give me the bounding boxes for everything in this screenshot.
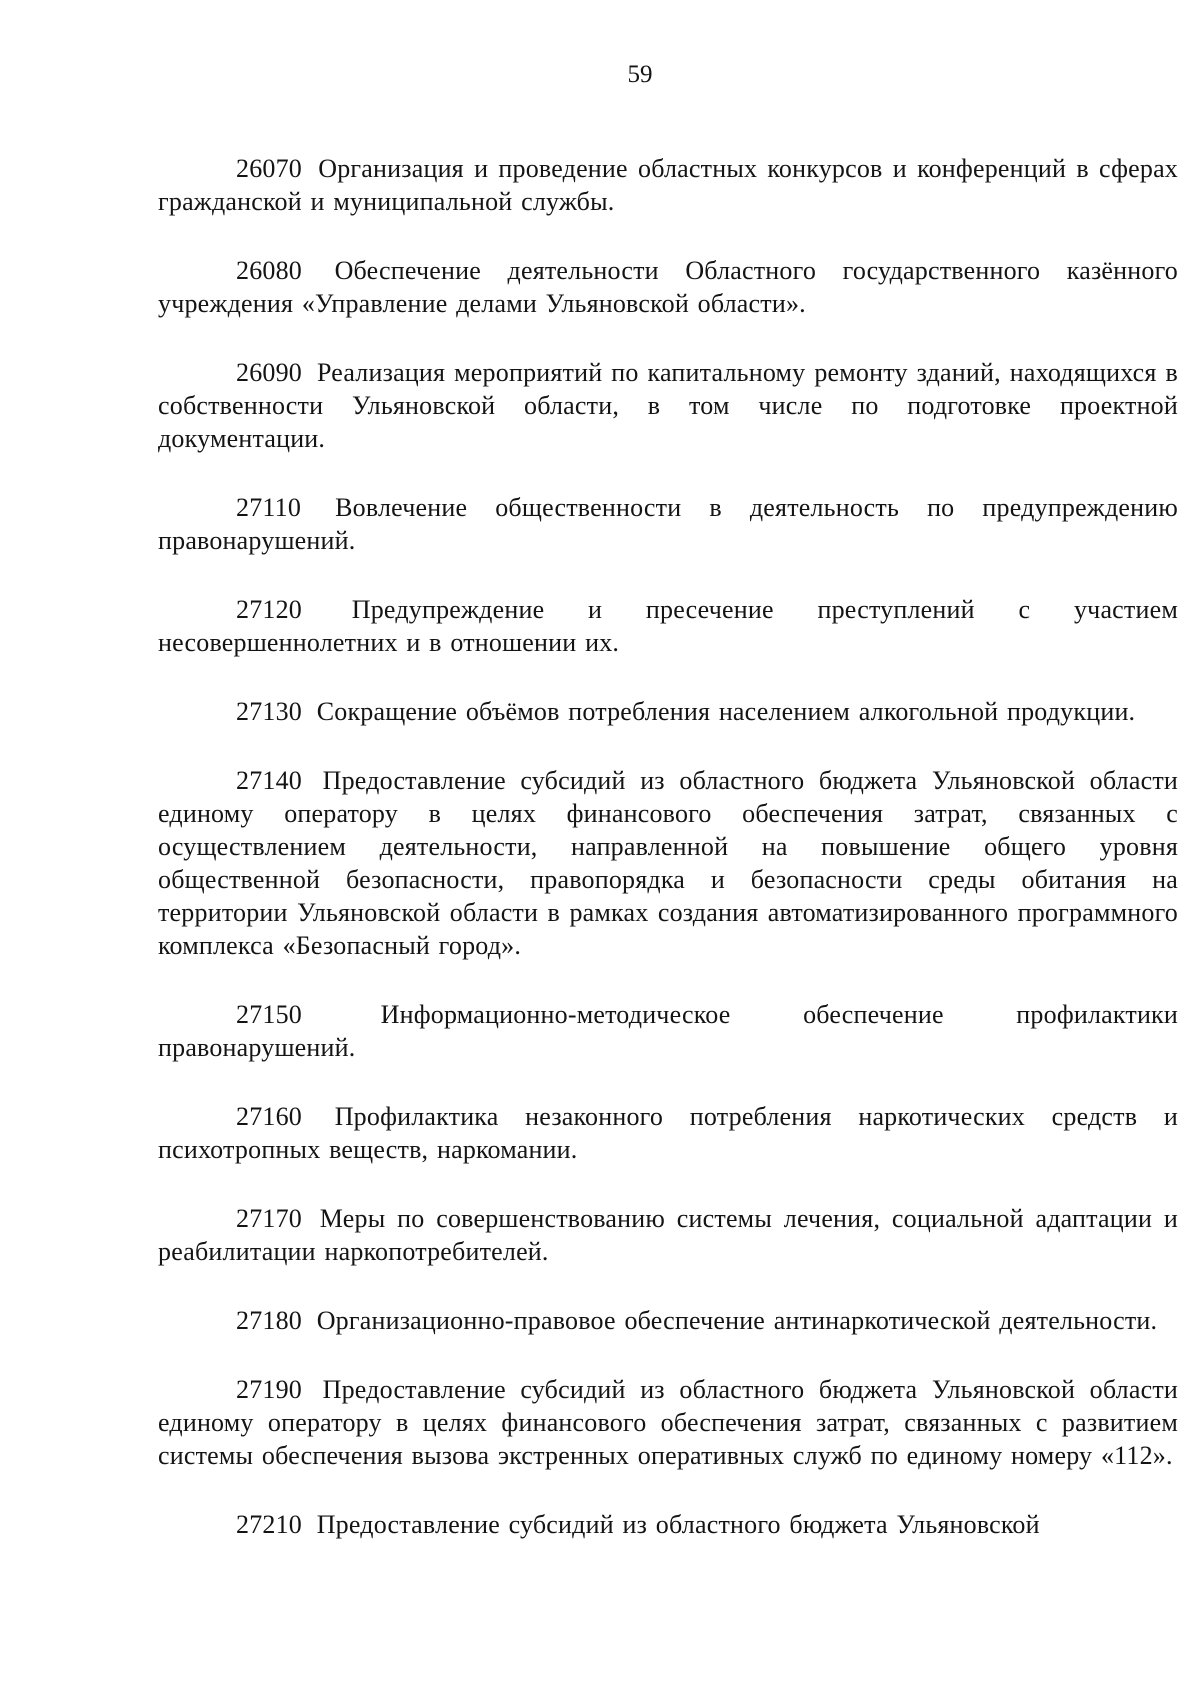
entry-text: Предоставление субсидий из областного бюджета Ульяновской <box>316 1510 1040 1539</box>
entry-code: 27150 <box>236 1000 302 1029</box>
entry-code: 27210 <box>236 1510 302 1539</box>
page-number: 59 <box>627 61 653 88</box>
entry-text: Профилактика незаконного потребления наркотических средств и психотропных веществ, наркомании. <box>158 1102 1178 1164</box>
entry-code: 27110 <box>236 493 302 522</box>
entry-text: Предоставление субсидий из областного бюджета Ульяновской области единому оператору в целях финансового обеспечения затрат, связанных с осуществлением деятельности, направленной на повышение общего уровня общественной безопасности, правопорядка и безопасности среды обитания на территории Ульяновской области в рамках создания автоматизированного программного комплекса «Безопасный город». <box>158 766 1178 960</box>
entry-code: 27140 <box>236 766 302 795</box>
entry-27160 <box>158 1100 1178 1166</box>
entry-26080 <box>158 254 1178 320</box>
entry-text: Меры по совершенствованию системы лечения, социальной адаптации и реабилитации наркопотребителей. <box>158 1204 1179 1266</box>
entry-code: 26080 <box>236 256 302 285</box>
entry-code: 27180 <box>236 1306 302 1335</box>
entry-text: Обеспечение деятельности Областного государственного казённого учреждения «Управление делами Ульяновской области». <box>158 256 1179 318</box>
entry-code: 26090 <box>236 358 302 387</box>
entry-text: Информационно-методическое обеспечение профилактики правонарушений. <box>158 1000 1179 1062</box>
entry-code: 27170 <box>236 1204 302 1233</box>
entries-list <box>158 152 1178 1577</box>
entry-27190 <box>158 1373 1178 1472</box>
entry-code: 27190 <box>236 1375 302 1404</box>
entry-code: 27160 <box>236 1102 302 1131</box>
entry-26070 <box>158 152 1178 218</box>
entry-27180 <box>158 1304 1178 1337</box>
entry-27150 <box>158 998 1178 1064</box>
entry-27130 <box>158 695 1178 728</box>
entry-text: Сокращение объёмов потребления населением алкогольной продукции. <box>316 697 1136 726</box>
entry-text: Предоставление субсидий из областного бюджета Ульяновской области единому оператору в целях финансового обеспечения затрат, связанных с развитием системы обеспечения вызова экстренных оперативных служб по единому номеру «112». <box>158 1375 1178 1470</box>
entry-text: Вовлечение общественности в деятельность по предупреждению правонарушений. <box>158 493 1178 555</box>
entry-26090 <box>158 356 1178 455</box>
entry-code: 27130 <box>236 697 302 726</box>
entry-27170 <box>158 1202 1178 1268</box>
entry-text: Предупреждение и пресечение преступлений с участием несовершеннолетних и в отношении их. <box>158 595 1178 657</box>
entry-text: Организационно-правовое обеспечение антинаркотической деятельности. <box>316 1306 1158 1335</box>
entry-text: Реализация мероприятий по капитальному ремонту зданий, находящихся в собственности Ульяновской области, в том числе по подготовке проектной документации. <box>158 358 1179 453</box>
entry-27120 <box>158 593 1178 659</box>
entry-code: 27120 <box>236 595 302 624</box>
entry-27110 <box>158 491 1178 557</box>
entry-text: Организация и проведение областных конкурсов и конференций в сферах гражданской и муниципальной службы. <box>158 154 1179 216</box>
entry-27210 <box>158 1508 1178 1541</box>
entry-27140 <box>158 764 1178 962</box>
entry-code: 26070 <box>236 154 302 183</box>
